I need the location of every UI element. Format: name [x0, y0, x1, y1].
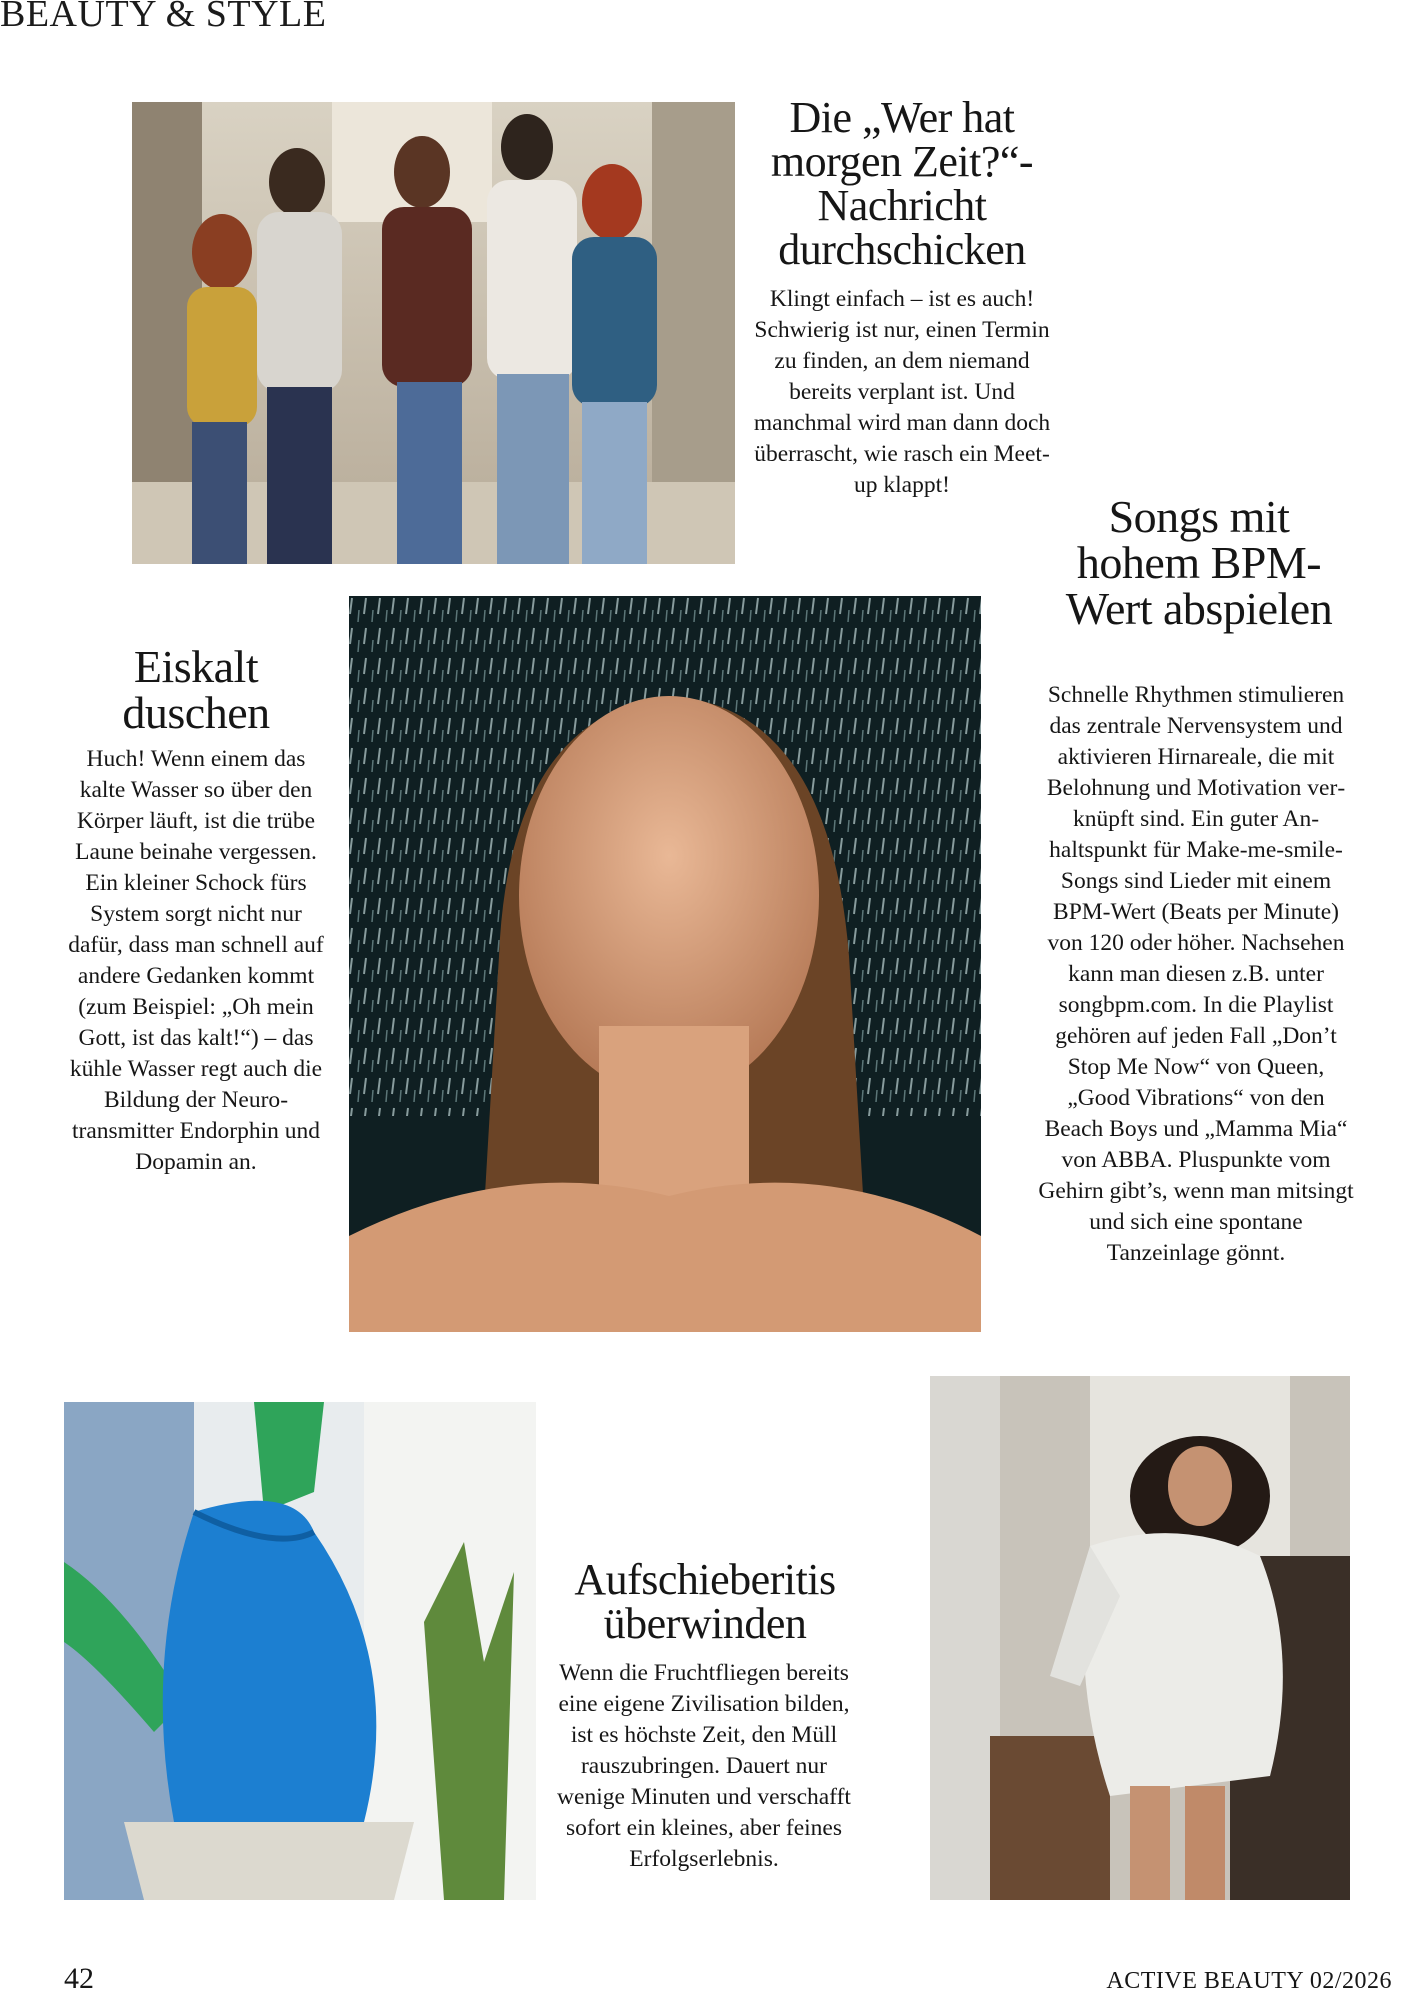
- shower-heading: Eiskalt duschen: [122, 641, 270, 738]
- songs-body: Schnelle Rhythmen stimulieren das zentrale Nervensystem und aktivieren Hirnareale, die mit Belohnung und Motivation verknüpft sind. Ein guter Anhaltspunkt für Make-me-smile-Songs sind Lieder mit einem BPM-Wert (Beats per Minute) von 120 oder höher. Nachsehen kann man diesen z.B. unter songbpm.com. In die Playlist gehören auf jeden Fall „Don’t Stop Me Now“ von Queen, „Good Vibrations“ von den Beach Boys und „Mamma Mia“ von ABBA. Pluspunkte vom Gehirn gibt’s, wenn man mitsingt und sich eine spontane Tanzeinlage gönnt.: [1038, 682, 1354, 1266]
- songs-heading: Songs mit hohem BPM-Wert abspielen: [1065, 491, 1333, 634]
- procrastination-heading: Aufschieberitis überwinden: [574, 1555, 836, 1648]
- dancing-woman-photo: [930, 1376, 1350, 1900]
- section-label: BEAUTY & STYLE: [0, 0, 327, 35]
- friends-heading: Die „Wer hat morgen Zeit?“-Nachricht durchschicken: [770, 93, 1034, 274]
- issue-label: ACTIVE BEAUTY 02/2026: [1106, 1968, 1392, 1994]
- friends-photo: [132, 102, 735, 564]
- procrastination-body: Wenn die Fruchtfliegen bereits eine eigene Zivilisation bilden, ist es höchste Zeit, den Müll rauszubringen. Dauert nur wenige Minuten und verschafft sofort ein kleines, aber feines Erfolgserlebnis.: [557, 1660, 851, 1872]
- page-number: 42: [64, 1962, 94, 1995]
- shower-body: Huch! Wenn einem das kalte Wasser so über den Körper läuft, ist die trübe Laune beinahe vergessen. Ein kleiner Schock fürs System sorgt nicht nur dafür, dass man schnell auf andere Gedanken kommt (zum Beispiel: „Oh mein Gott, ist das kalt!“) – das kühle Wasser regt auch die Bildung der Neurotransmitter Endorphin und Dopamin an.: [68, 746, 324, 1175]
- friends-body: Klingt einfach – ist es auch! Schwierig ist nur, einen Termin zu finden, an dem niemand bereits verplant ist. Und manchmal wird man dann doch überrascht, wie rasch ein Meet-up klappt!: [753, 286, 1051, 498]
- trash-bag-photo: [64, 1402, 536, 1900]
- shower-photo: [349, 596, 981, 1332]
